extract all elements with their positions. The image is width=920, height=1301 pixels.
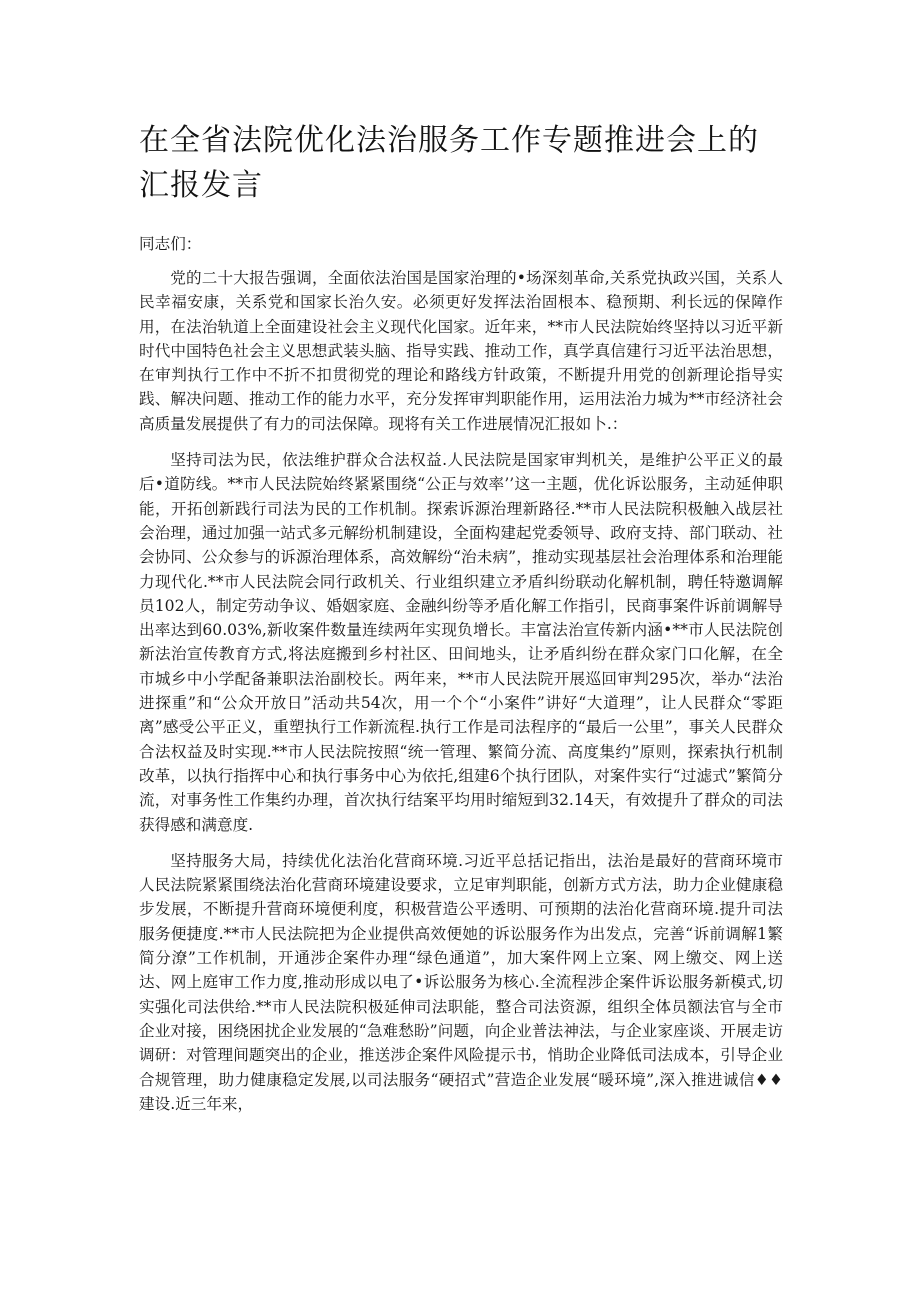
- paragraph-intro: 党的二十大报告强调，全面依法治国是国家治理的•场深刻革命,关系党执政兴国，关系人民幸福安康，关系党和国家长治久安。必须更好发挥法治固根本、稳预期、利长远的保障作用，在法治轨道上全面建设社会主义现代化国家。近年来，**市人民法院始终坚持以习近平新时代中国特色社会主义思想武装头脑、指导实践、推动工作，真学真信建行习近平法治思想，在审判执行工作中不折不扣贯彻党的理论和路线方针政策，不断提升用党的创新理论指导实践、解决问题、推动工作的能力水平，充分发挥审判职能作用，运用法治力城为**市经济社会高质量发展提供了有力的司法保障。现将有关工作进展情况汇报如卜.：: [139, 269, 783, 433]
- salutation: 同志们：: [139, 235, 202, 253]
- document-page: [139, 118, 783, 1116]
- document-title: 在全省法院优化法治服务工作专题推进会上的汇报发言: [139, 123, 759, 203]
- paragraph-justice-for-people: 坚持司法为民，依法维护群众合法权益.人民法院是国家审判机关，是维护公平正义的最后•道防线。**市人民法院始终紧紧围绕“公正与效率’’这一主题，优化诉讼服务，主动延伸职能，开拓创新践行司法为民的工作机制。探索诉源治理新路径.**市人民法院积极触入战层社会治理，通过加强一站式多元解纷机制建设，全面构建起党委领导、政府支持、部门联动、社会协同、公众参与的诉源治理体系，高效解纷“治未病”，推动实现基层社会治理体系和治理能力现代化.**市人民法院会同行政机关、行业组织建立矛盾纠纷联动化解机制，聘任特邀调解员102人，制定劳动争议、婚姻家庭、金融纠纷等矛盾化解工作指引，民商事案件诉前调解导出率达到60.03%,新收案件数量连续两年实现负增长。丰富法治宣传新内涵•**市人民法院创新法治宣传教育方式,将法庭搬到乡村社区、田间地头，让矛盾纠纷在群众家门口化解，在全市城乡中小学配备兼职法治副校长。两年来，**市人民法院开展巡回审判295次，举办“法治进探重”和“公众开放日”活动共54次，用一个个“小案件”讲好“大道理”，让人民群众“零距离”感受公平正义，重塑执行工作新流程.执行工作是司法程序的“最后一公里”，事关人民群众合法权益及时实现.**市人民法院按照“统一管理、繁简分流、高度集约”原则，探索执行机制改革，以执行指挥中心和执行事务中心为依托,组建6个执行团队，对案件实行“过滤式”繁简分流，对事务性工作集约办理，首次执行结案平均用时缩短到32.14天，有效提升了群众的司法获得感和满意度.: [139, 451, 783, 834]
- paragraph-business-environment: 坚持服务大局，持续优化法治化营商环境.习近平总括记指出，法治是最好的营商环境市人民法院紧紧围绕法治化营商环境建设要求，立足审判职能，创新方式方法，助力企业健康稳步发展，不断提升营商环境便利度，积极营造公平透明、可预期的法治化营商环境.提升司法服务便捷度.**市人民法院把为企业提供高效便她的诉讼服务作为出发点，完善“诉前调解1繁简分潦”工作机制，开通涉企案件办理“绿色通道”，加大案件网上立案、网上缴交、网上送达、网上庭审工作力度,推动形成以电了•诉讼服务为核心.全流程涉企案件诉讼服务新模式,切实强化司法供给.**市人民法院积极延伸司法职能，整合司法资源，组织全体员额法官与全市企业对接，困绕困扰企业发展的“急难愁盼”问题，向企业普法神法，与企业家座谈、开展走访调研：对管理间题突出的企业，推送涉企案件风险提示书，悄助企业降低司法成本，引导企业合规管理，助力健康稳定发展,以司法服务“硬招式”营造企业发展“暖环境”,深入推进诚信♦♦建设.近三年来，: [139, 851, 783, 1113]
